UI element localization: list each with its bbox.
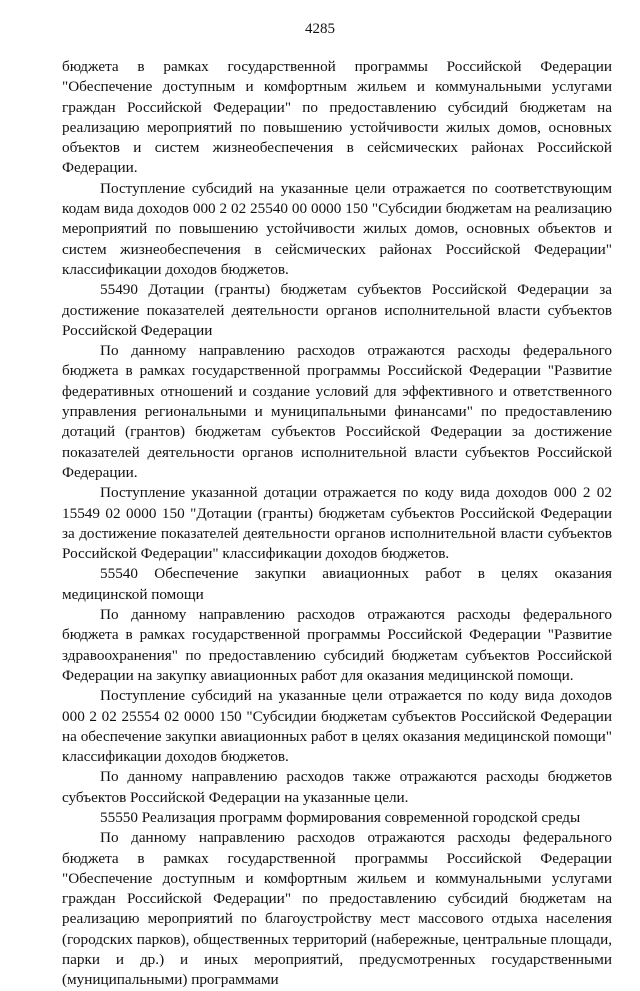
paragraph: Поступление субсидий на указанные цели отражается по коду вида доходов 000 2 02 25554 02 0000 150 "Субсидии бюджетам субъектов Российской Федерации на обеспечение закупки авиационных работ в целях оказания медицинской помощи" классификации доходов бюджетов. — [62, 687, 612, 766]
page-number: 4285 — [305, 21, 335, 37]
paragraph: бюджета в рамках государственной программы Российской Федерации "Обеспечение доступным и комфортным жильем и коммунальными услугами граждан Российской Федерации" по предоставлению субсидий бюджетам на реализацию мероприятий по повышению устойчивости жилых домов, основных объектов и систем жизнеобеспечения в сейсмических районах Российской Федерации. — [62, 58, 612, 177]
paragraph: По данному направлению расходов отражаются расходы федерального бюджета в рамках государственной программы Российской Федерации "Развитие федеративных отношений и создание условий для эффективного и ответственного управления региональными и муниципальными финансами" по предоставлению дотаций (грантов) бюджетам субъектов Российской Федерации за достижение показателей деятельности органов исполнительной власти субъектов Российской Федерации. — [62, 342, 612, 481]
paragraph: Поступление указанной дотации отражается по коду вида доходов 000 2 02 15549 02 0000 150 "Дотации (гранты) бюджетам субъектов Российской Федерации за достижение показателей деятельности органов исполнительной власти субъектов Российской Федерации" классификации доходов бюджетов. — [62, 484, 612, 563]
paragraph: По данному направлению расходов отражаются расходы федерального бюджета в рамках государственной программы Российской Федерации "Развитие здравоохранения" по предоставлению субсидий бюджетам субъектов Российской Федерации на закупку авиационных работ для оказания медицинской помощи. — [62, 606, 612, 684]
paragraph: По данному направлению расходов отражаются расходы федерального бюджета в рамках государственной программы Российской Федерации "Обеспечение доступным и комфортным жильем и коммунальными услугами граждан Российской Федерации" по предоставлению субсидий бюджетам на реализацию мероприятий по благоустройству мест массового отдыха населения (городских парков), общественных территорий (набережные, центральные площади, парки и др.) и иных мероприятий, предусмотренных государственными (муниципальными) программами — [62, 829, 612, 989]
paragraph: 55490 Дотации (гранты) бюджетам субъектов Российской Федерации за достижение показателей деятельности органов исполнительной власти субъектов Российской Федерации — [62, 281, 612, 339]
paragraph: Поступление субсидий на указанные цели отражается по соответствующим кодам вида доходов 000 2 02 25540 00 0000 150 "Субсидии бюджетам на реализацию мероприятий по повышению устойчивости жилых домов, основных объектов и систем жизнеобеспечения в сейсмических районах Российской Федерации" классификации доходов бюджетов. — [62, 179, 612, 278]
paragraph: По данному направлению расходов также отражаются расходы бюджетов субъектов Российской Федерации на указанные цели. — [62, 768, 612, 806]
paragraph: 55540 Обеспечение закупки авиационных работ в целях оказания медицинской помощи — [62, 565, 612, 603]
paragraph: 55550 Реализация программ формирования современной городской среды — [100, 808, 581, 826]
document-body — [62, 57, 612, 991]
